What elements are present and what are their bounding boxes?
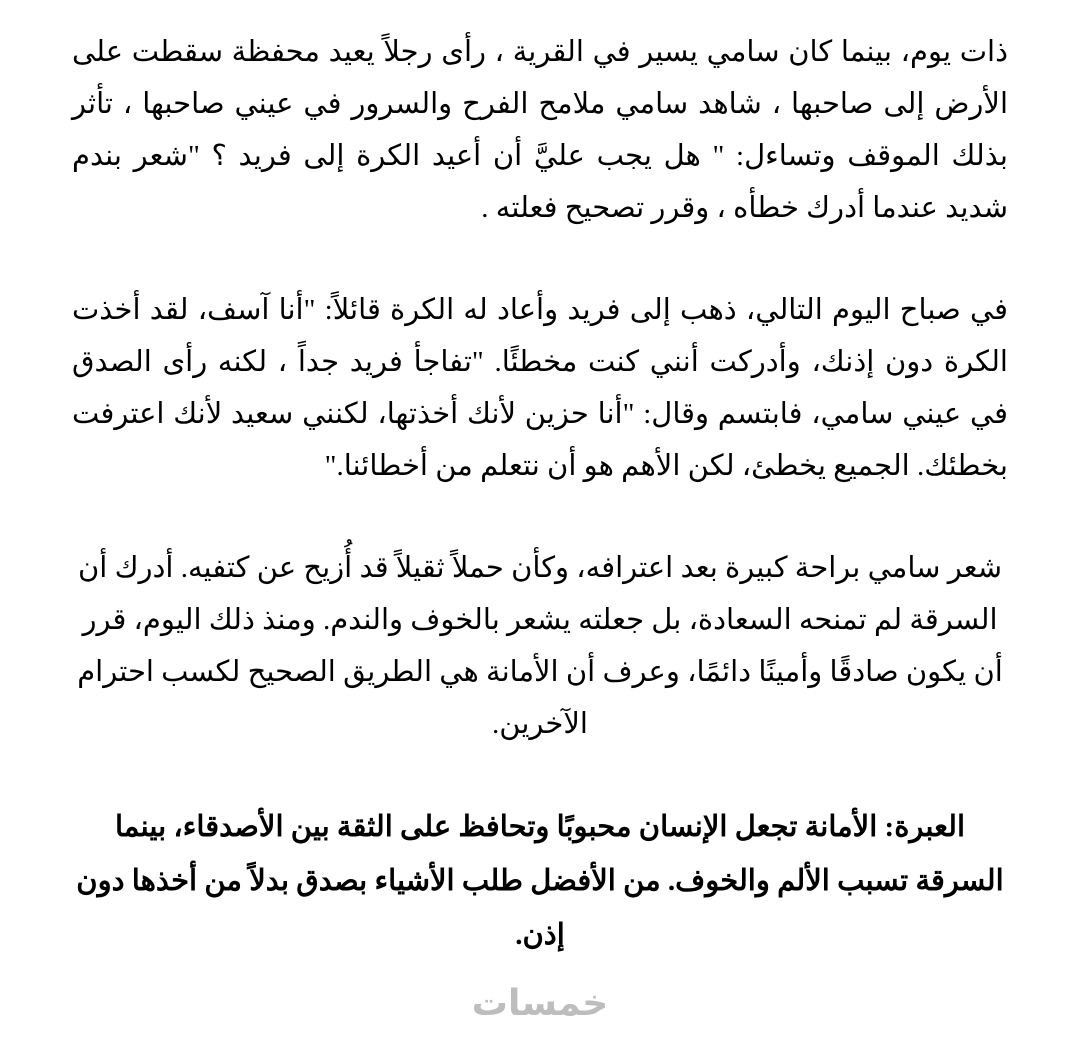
moral-paragraph: العبرة: الأمانة تجعل الإنسان محبوبًا وتحافظ على الثقة بين الأصدقاء، بينما السرقة تسبب الألم والخوف. من الأفضل طلب الأشياء بصدق بدلاً من أخذها دون إذن. <box>76 811 1004 951</box>
khamsat-watermark: خمسات <box>471 982 609 1023</box>
story-paragraph-2: في صباح اليوم التالي، ذهب إلى فريد وأعاد له الكرة قائلاً: "أنا آسف، لقد أخذت الكرة دون إذنك، وأدركت أنني كنت مخطئًا. "تفاجأ فريد جداً ، لكنه رأى الصدق في عيني سامي، فابتسم وقال: "أنا حزين لأنك أخذتها، لكنني سعيد لأنك اعترفت بخطئك. الجميع يخطئ، لكن الأهم هو أن نتعلم من أخطائنا." <box>72 294 1008 482</box>
watermark-container <box>72 982 1008 1038</box>
story-paragraph-1: ذات يوم، بينما كان سامي يسير في القرية ، رأى رجلاً يعيد محفظة سقطت على الأرض إلى صاحبها ، شاهد سامي ملامح الفرح والسرور في عيني صاحبها ، تأثر بذلك الموقف وتساءل: " هل يجب عليَّ أن أعيد الكرة إلى فريد ؟ "شعر بندم شديد عندما أدرك خطأه ، وقرر تصحيح فعلته . <box>72 36 1008 224</box>
story-paragraph-3: شعر سامي براحة كبيرة بعد اعترافه، وكأن حملاً ثقيلاً قد أُزيح عن كتفيه. أدرك أن السرقة لم تمنحه السعادة، بل جعلته يشعر بالخوف والندم. ومنذ ذلك اليوم، قرر أن يكون صادقًا وأمينًا دائمًا، وعرف أن الأمانة هي الطريق الصحيح لكسب احترام الآخرين. <box>77 552 1003 740</box>
